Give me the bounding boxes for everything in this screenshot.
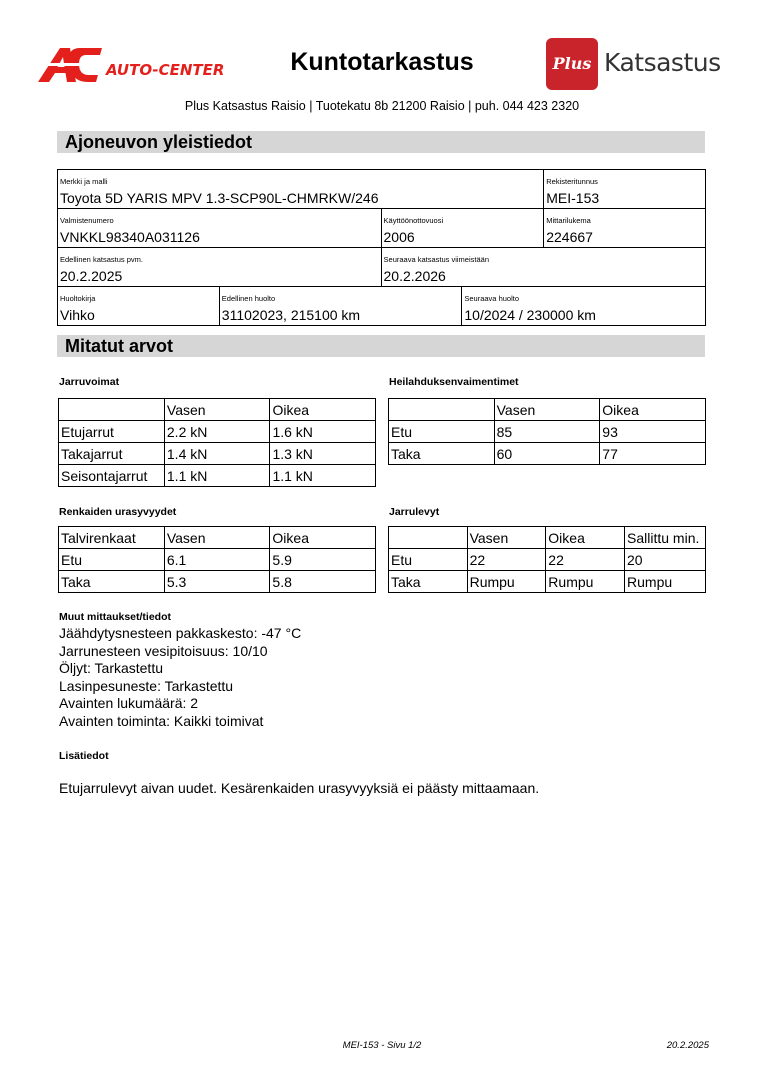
registration-cell: Rekisteritunnus MEI-153: [544, 170, 706, 209]
brakes-heading: Jarruvoimat: [59, 376, 120, 388]
extra-info-heading: Lisätiedot: [59, 750, 109, 762]
last-inspection-value: 20.2.2025: [60, 268, 123, 284]
next-service-cell: Seuraava huolto 10/2024 / 230000 km: [462, 287, 706, 326]
list-item: Öljyt: Tarkastettu: [59, 660, 164, 676]
intro-year-value: 2006: [383, 229, 415, 245]
list-item: Jäähdytysnesteen pakkaskesto: -47 °C: [59, 625, 302, 641]
brakes-table: [58, 398, 376, 487]
discs-table: [388, 526, 706, 593]
table-row: Takajarrut 1.4 kN 1.3 kN: [59, 443, 376, 465]
list-item: Jarrunesteen vesipitoisuus: 10/10: [59, 642, 268, 659]
footer-date: 20.2.2025: [666, 1040, 709, 1051]
section-measured-title: Mitatut arvot: [65, 336, 173, 356]
next-inspection-value: 20.2.2026: [383, 268, 446, 284]
shocks-heading: Heilahduksenvaimentimet: [389, 376, 519, 388]
list-item: Avainten lukumäärä: 2: [59, 695, 199, 711]
vin-cell: Valmistenumero VNKKL98340A031126: [58, 209, 382, 248]
table-row: Vasen Oikea: [59, 399, 376, 421]
katsastus-wordmark: Katsastus: [604, 48, 721, 77]
plus-katsastus-logo: [546, 38, 726, 90]
table-row: Etujarrut 2.2 kN 1.6 kN: [59, 421, 376, 443]
intro-year-cell: Käyttöönottovuosi 2006: [381, 209, 544, 248]
table-row: Taka Rumpu Rumpu Rumpu: [389, 571, 706, 593]
next-inspection-cell: Seuraava katsastus viimeistään 20.2.2026: [381, 248, 705, 287]
svg-text:AUTO-CENTER: AUTO-CENTER: [106, 61, 225, 79]
misc-heading: Muut mittaukset/tiedot: [59, 611, 171, 623]
table-row: Seisontajarrut 1.1 kN 1.1 kN: [59, 465, 376, 487]
registration-value: MEI-153: [546, 190, 600, 206]
table-row: Etu 85 93: [389, 421, 706, 443]
table-row: Vasen Oikea: [389, 399, 706, 421]
section-general-title: Ajoneuvon yleistiedot: [65, 132, 253, 152]
plus-badge: Plus: [546, 38, 598, 90]
service-book-value: Vihko: [60, 307, 95, 323]
list-item: Avainten toiminta: Kaikki toimivat: [59, 712, 264, 729]
footer-page-number: MEI-153 - Sivu 1/2: [342, 1040, 422, 1051]
discs-heading: Jarrulevyt: [389, 506, 440, 518]
odometer-value: 224667: [546, 229, 593, 245]
table-row: Etu 6.1 5.9: [59, 549, 376, 571]
auto-center-logo-mark: [36, 44, 226, 86]
contact-line: Plus Katsastus Raisio | Tuotekatu 8b 21200 Raisio | puh. 044 423 2320: [184, 99, 580, 113]
make-model-cell: Merkki ja malli Toyota 5D YARIS MPV 1.3-SCP90L-CHMRKW/246: [58, 170, 544, 209]
tires-heading: Renkaiden urasyvyydet: [59, 506, 177, 518]
last-service-value: 31102023, 215100 km: [221, 307, 361, 323]
vehicle-info-table: [57, 169, 706, 326]
list-item: Lasinpesuneste: Tarkastettu: [59, 677, 234, 694]
auto-center-logo: [36, 44, 226, 86]
shocks-table: [388, 398, 706, 465]
make-model-value: Toyota 5D YARIS MPV 1.3-SCP90L-CHMRKW/246: [60, 190, 379, 206]
extra-info-text: Etujarrulevyt aivan uudet. Kesärenkaiden urasyvyyksiä ei päästy mittaamaan.: [59, 780, 540, 796]
table-row: Taka 60 77: [389, 443, 706, 465]
table-row: Taka 5.3 5.8: [59, 571, 376, 593]
table-row: Talvirenkaat Vasen Oikea: [59, 527, 376, 549]
next-service-value: 10/2024 / 230000 km: [464, 307, 596, 323]
section-measured-header: [57, 335, 705, 357]
odometer-cell: Mittarilukema 224667: [544, 209, 706, 248]
table-row: Vasen Oikea Sallittu min.: [389, 527, 706, 549]
last-service-cell: Edellinen huolto 31102023, 215100 km: [219, 287, 462, 326]
document-title: Kuntotarkastus: [290, 48, 474, 76]
misc-measurements: [59, 625, 301, 730]
vin-value: VNKKL98340A031126: [60, 229, 200, 245]
last-inspection-cell: Edellinen katsastus pvm. 20.2.2025: [58, 248, 382, 287]
table-row: Etu 22 22 20: [389, 549, 706, 571]
tires-table: [58, 526, 376, 593]
service-book-cell: Huoltokirja Vihko: [58, 287, 220, 326]
section-general-header: [57, 131, 705, 153]
